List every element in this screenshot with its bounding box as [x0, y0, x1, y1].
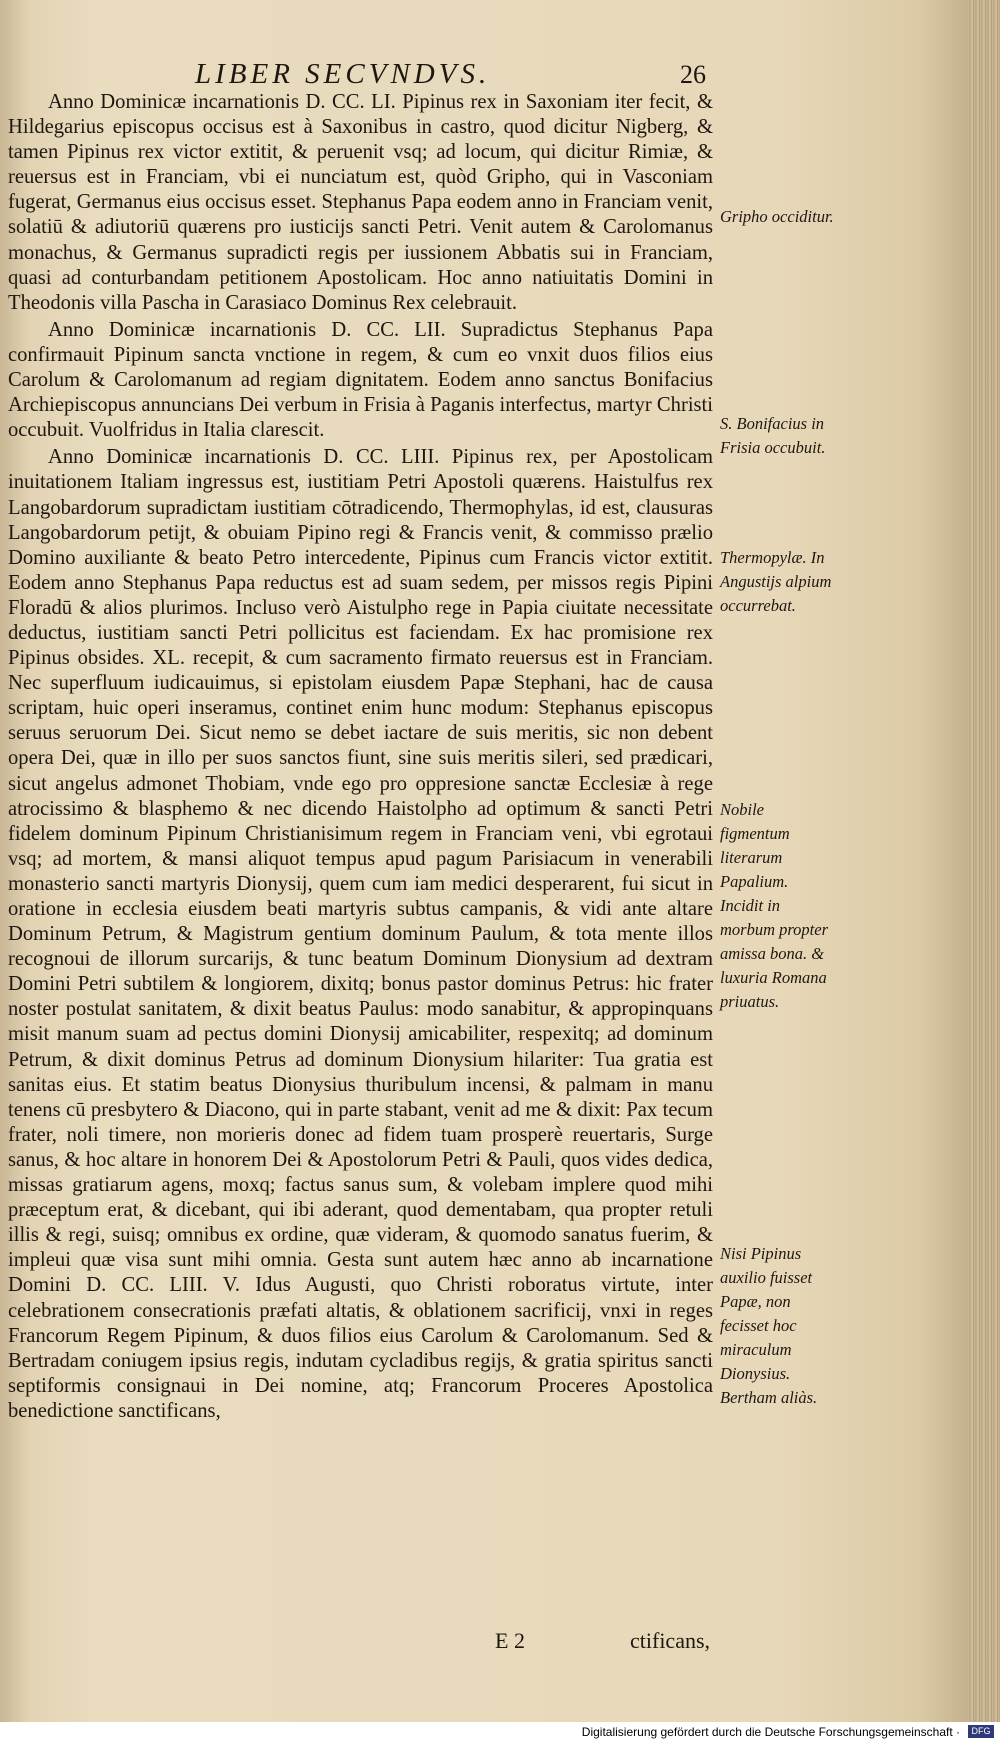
dfg-logo-icon: DFG	[968, 1725, 994, 1738]
page-stack-edge	[968, 0, 1000, 1722]
paragraph-2: Anno Dominicæ incarnationis D. CC. LII. Supradictus Stephanus Papa confirmauit Pipinum sancta vnctione in regem, & cum eo vnxit duos filios eius Carolum & Carolomanum ad regiam dignitatem. Eodem anno sanctus Bonifacius Archiepiscopus annuncians Dei verbum in Frisia à Paganis interfectus, martyr Christi occubuit. Vuolfridus in Italia clarescit.	[8, 318, 713, 442]
catchword: ctificans,	[630, 1628, 711, 1653]
running-title: LIBER SECVNDVS.	[195, 58, 491, 90]
paragraph-3: Anno Dominicæ incarnationis D. CC. LIII. Pipinus rex, per Apostolicam inuitationem Italiam ingressus est, iustitiam Petri Apostoli quærens. Haistulfus rex Langobardorum supradictam iustitiam cōtradicendo, Thermophylas, id est, clausuras Langobardorum petijt, & obuiam Pipino regi & Francis venit, & commisso prælio Domino auxiliante & beato Petro intercedente, Pipinus cum Francis victor extitit. Eodem anno Stephanus Papa reductus est ad suam sedem, per missos regis Pipini Floradū & alios plurimos. Incluso verò Aistulpho rege in Papia ciuitate necessitate deductus, iustitiam sancti Petri pollicitus est faciendam. Ex hac promisione rex Pipinus obsides. XL. recepit, & cum sacramento firmato reuersus est in Franciam. Nec superfluum iudicauimus, si epistolam eiusdem Papæ Stephani, hac de causa scriptam, huic operi inseramus, continet enim hunc modum: Stephanus episcopus seruus seruorum Dei. Sicut nemo se debet iactare de suis meritis, sic non debent opera Dei, quæ in illo per suos sanctos fiunt, sine suis meritis sileri, sed prædicari, sicut angelus admonet Thobiam, vnde ego pro oppresione sanctæ Ecclesiæ à rege atrocissimo & blasphemo & nec dicendo Haistolpho ad optimum & sancti Petri fidelem dominum Pipinum Christianisimum regem in Franciam veni, vbi egrotaui vsq; ad mortem, & mansi aliquot tempus apud pagum Parisiacum in venerabili monasterio sancti martyris Dionysij, quem cum iam medici desperarent, fui sicut in oratione in ecclesia eiusdem beati martyris subtus campanis, & vidi ante altare Dominum Petrum, & Magistrum gentium dominum Paulum, & tota mente illos recognoui de illorum surcarijs, & tunc beatum Dominum Dionysium ad dextram Domini Petri subtilem & longiorem, dixitq; bonus pastor dominus Petrus: hic frater noster postulat sanitatem, & dixit beatus Paulus: modo sanabitur, & appropinquans misit manum suam ad pectus domini Dionysij amicabiliter, respexitq; ad dominum Petrum, & dixit dominus Petrus ad dominum Dionysium hilariter: Tua gratia est sanitas eius. Et statim beatus Dionysius thuribulum incensi, & palmam in manu tenens cū presbytero & Diacono, qui in parte stabant, venit ad me & dixit: Pax tecum frater, noli timere, non morieris donec ad fidem tuam prosperè reuertaris, Surge sanus, & hoc altare in honorem Dei & Apostolorum Petri & Pauli, quos vides dedica, missas gratiarum agens, moxq; factus sanus sum, & volebam implere quod mihi præceptum erat, & dicebant, qui ibi aderant, quod dementabam, qua propter retuli illis & regi, suisq; omnibus ex ordine, quæ videram, & quomodo sanatus fuerim, & impleui quæ visa sunt mihi omnia. Gesta sunt autem hæc anno ab incarnatione Domini D. CC. LIII. V. Idus Augusti, quo Christi roboratus virtute, inter celebrationem consecrationis præfati altatis, & oblationem sacrificij, vnxi in reges Francorum Regem Pipinum, & duos filios eius Carolum & Carolomanum. Sed & Bertradam coniugem ipsius regis, indutam cycladibus regijs, & gratia spiritus sancti septiformis consignaui in Dei nomine, atq; Francorum Proceres Apostolica benedictione sanctificans,	[8, 446, 713, 1422]
signature-mark: E 2	[495, 1628, 525, 1653]
paragraph-1: Anno Dominicæ incarnationis D. CC. LI. Pipinus rex in Saxoniam iter fecit, & Hildegarius episcopus occisus est à Saxonibus in castro, quod dicitur Nigberg, & tamen Pipinus rex victor extitit, & peruenit vsq; ad locum, qui dicitur Rimiæ, & reuersus est in Franciam, vbi ei nunciatum est, quòd Gripho, qui in Vasconiam fugerat, Germanus eius occisus esset. Stephanus Papa eodem anno in Franciam venit, solatiū & adiutoriū quærens pro iusticijs sancti Petri. Venit autem & Carolomanus monachus, & Germanus supradicti regis per iussionem Abbatis sui in Franciam, quasi ad conturbandam petitionem Apostolicam. Hoc anno natiuitatis Domini in Theodonis villa Pascha in Carasiaco Dominus Rex celebrauit.	[8, 91, 713, 314]
margin-note: Nisi Pipinus auxilio fuisset Papæ, non fecisset hoc miraculum Dionysius. Bertham aliàs.	[720, 1244, 818, 1407]
digitization-credit-bar	[0, 1722, 1000, 1742]
margin-note: S. Bonifacius in Frisia occubuit.	[720, 414, 826, 457]
margin-note: Thermopylæ. In Angustijs alpium occurrebat.	[720, 548, 832, 615]
page-number: 26	[680, 60, 706, 89]
margin-note: Nobile figmentum literarum Papalium. Incidit in morbum propter amissa bona. & luxuria Romana priuatus.	[720, 800, 829, 1011]
credit-text: Digitalisierung gefördert durch die Deutsche Forschungsgemeinschaft ·	[581, 1725, 960, 1739]
margin-note: Gripho occiditur.	[720, 207, 834, 226]
page-body	[8, 90, 713, 1426]
